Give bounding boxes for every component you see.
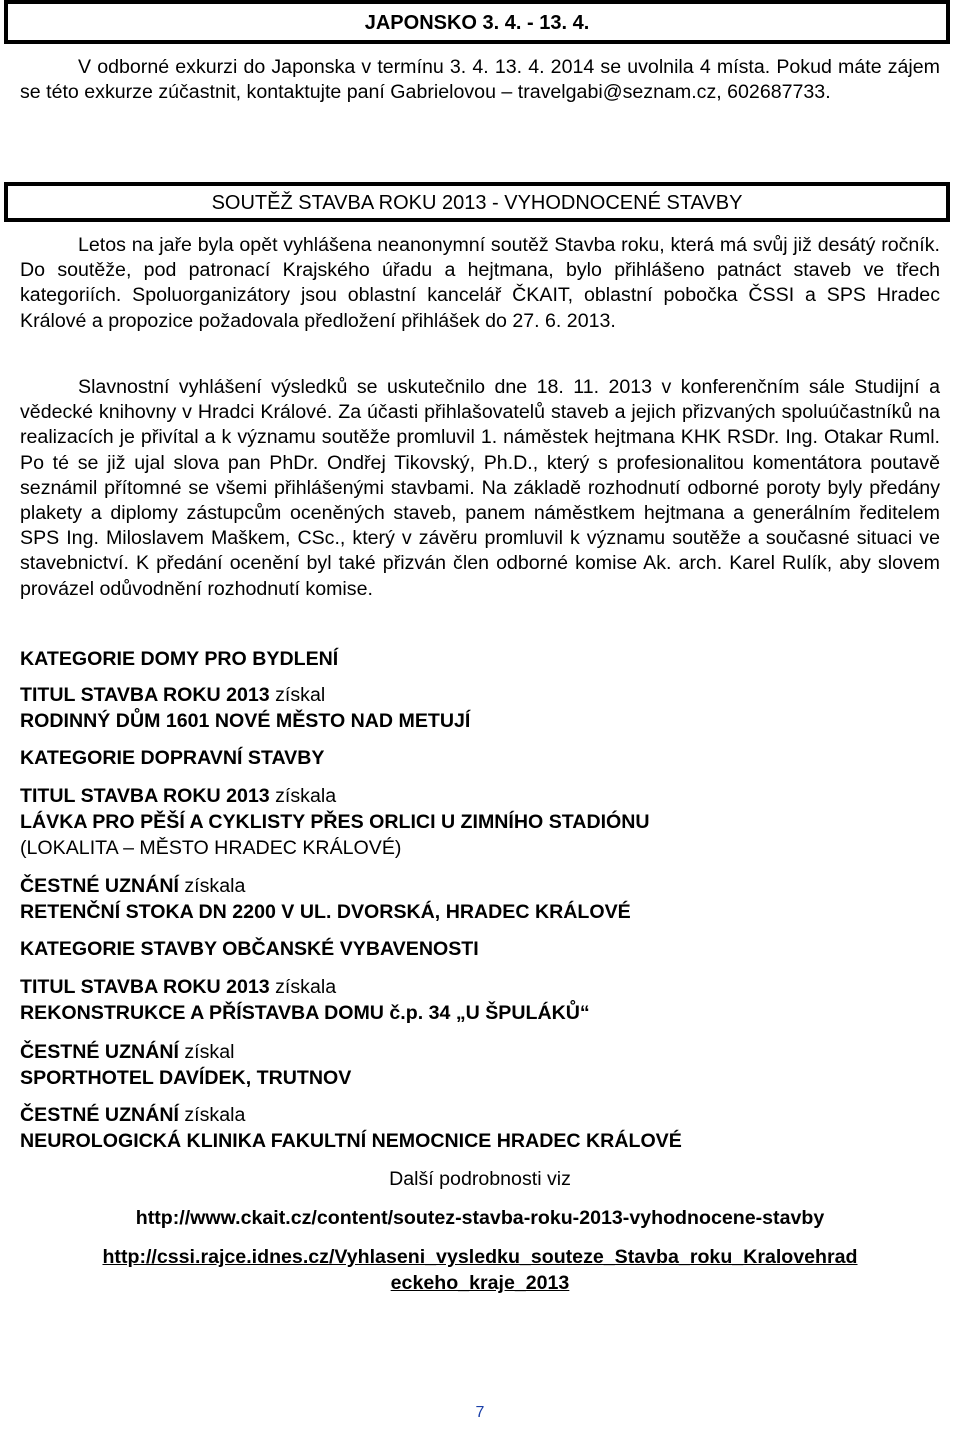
award-winner: REKONSTRUKCE A PŘÍSTAVBA DOMU č.p. 34 „U ŠPULÁKŮ“ xyxy=(20,1002,590,1024)
more-info-text: Další podrobnosti viz xyxy=(389,1168,571,1190)
cssi-link-line1[interactable]: http://cssi.rajce.idnes.cz/Vyhlaseni_vysledku_souteze_Stavba_roku_Kralovehrad xyxy=(102,1246,858,1268)
award-verb: získal xyxy=(269,684,326,706)
section-header-competition xyxy=(4,182,950,222)
category-heading: KATEGORIE DOMY PRO BYDLENÍ xyxy=(20,648,339,670)
honor-title: ČESTNÉ UZNÁNÍ xyxy=(20,875,179,897)
honor-winner: SPORTHOTEL DAVÍDEK, TRUTNOV xyxy=(20,1067,352,1089)
award-line xyxy=(20,783,940,809)
award-winner: RODINNÝ DŮM 1601 NOVÉ MĚSTO NAD METUJÍ xyxy=(20,710,471,732)
honor-line xyxy=(20,1039,940,1065)
honor-title: ČESTNÉ UZNÁNÍ xyxy=(20,1104,179,1126)
award-winner: LÁVKA PRO PĚŠÍ A CYKLISTY PŘES ORLICI U ZIMNÍHO STADIÓNU xyxy=(20,811,650,833)
intro-paragraph: Letos na jaře byla opět vyhlášena neanonymní soutěž Stavba roku, která má svůj již desátý ročník. Do soutěže, pod patronací Krajského úřadu a hejtmana, bylo přihlášeno patnáct staveb ve třech kategoriích. Spoluorganizátory jsou oblastní kancelář ČKAIT, oblastní pobočka ČSSI a SPS Hradec Králové a propozice požadovala předložení přihlášek do 27. 6. 2013. xyxy=(20,234,940,332)
japan-paragraph: V odborné exkurzi do Japonska v termínu 3. 4. 13. 4. 2014 se uvolnila 4 místa. Pokud máte zájem se této exkurze zúčastnit, kontaktujte paní Gabrielovou – travelgabi@seznam.cz, 602687733. xyxy=(20,56,940,104)
cssi-link[interactable] xyxy=(0,1244,960,1296)
award-line xyxy=(20,974,940,1000)
section-title: JAPONSKO 3. 4. - 13. 4. xyxy=(364,12,590,34)
category-heading: KATEGORIE DOPRAVNÍ STAVBY xyxy=(20,747,325,769)
honor-title: ČESTNÉ UZNÁNÍ xyxy=(20,1041,179,1063)
ceremony-paragraph: Slavnostní vyhlášení výsledků se uskutečnilo dne 18. 11. 2013 v konferenčním sále Studijní a vědecké knihovny v Hradci Králové. Za účasti přihlašovatelů staveb a jejich přizvaných spoluúčastníků na realizacích je přivítal a k významu soutěže promluvil 1. náměstek hejtmana KHK RSDr. Ing. Otakar Ruml. Po té se již ujal slova pan PhDr. Ondřej Tikovský, Ph.D., který s profesionalitou komentátora poutavě seznámil přítomné se všemi přihlášenými stavbami. Na základě rozhodnutí odborné poroty byly předány plakety a diplomy zástupcům oceněných staveb, panem náměstkem hejtmana a generálním ředitelem SPS Ing. Miloslavem Maškem, CSc., který v závěru promluvil k významu soutěže a současné situaci ve stavebnictví. K předání ocenění byl také přizván člen odborné komise Ak. arch. Karel Rulík, aby slovem provázel odůvodnění rozhodnutí komise. xyxy=(20,376,940,600)
honor-winner: RETENČNÍ STOKA DN 2200 V UL. DVORSKÁ, HRADEC KRÁLOVÉ xyxy=(20,901,631,923)
award-location: (LOKALITA – MĚSTO HRADEC KRÁLOVÉ) xyxy=(20,837,402,859)
cssi-link-line2[interactable]: eckeho_kraje_2013 xyxy=(390,1272,570,1294)
honor-line xyxy=(20,1102,940,1128)
honor-line xyxy=(20,873,940,899)
page-number: 7 xyxy=(475,1404,485,1421)
award-verb: získala xyxy=(269,785,337,807)
honor-verb: získal xyxy=(178,1041,235,1063)
ckait-link[interactable]: http://www.ckait.cz/content/soutez-stavba-roku-2013-vyhodnocene-stavby xyxy=(135,1207,825,1229)
award-verb: získala xyxy=(269,976,337,998)
honor-verb: získala xyxy=(178,1104,246,1126)
award-line xyxy=(20,682,940,708)
category-heading: KATEGORIE STAVBY OBČANSKÉ VYBAVENOSTI xyxy=(20,938,479,960)
honor-verb: získala xyxy=(178,875,246,897)
award-title: TITUL STAVBA ROKU 2013 xyxy=(20,785,270,807)
honor-winner: NEUROLOGICKÁ KLINIKA FAKULTNÍ NEMOCNICE HRADEC KRÁLOVÉ xyxy=(20,1130,682,1152)
award-title: TITUL STAVBA ROKU 2013 xyxy=(20,684,270,706)
award-title: TITUL STAVBA ROKU 2013 xyxy=(20,976,270,998)
section-header-japan xyxy=(4,0,950,44)
section-title: SOUTĚŽ STAVBA ROKU 2013 - VYHODNOCENÉ STAVBY xyxy=(211,192,743,214)
